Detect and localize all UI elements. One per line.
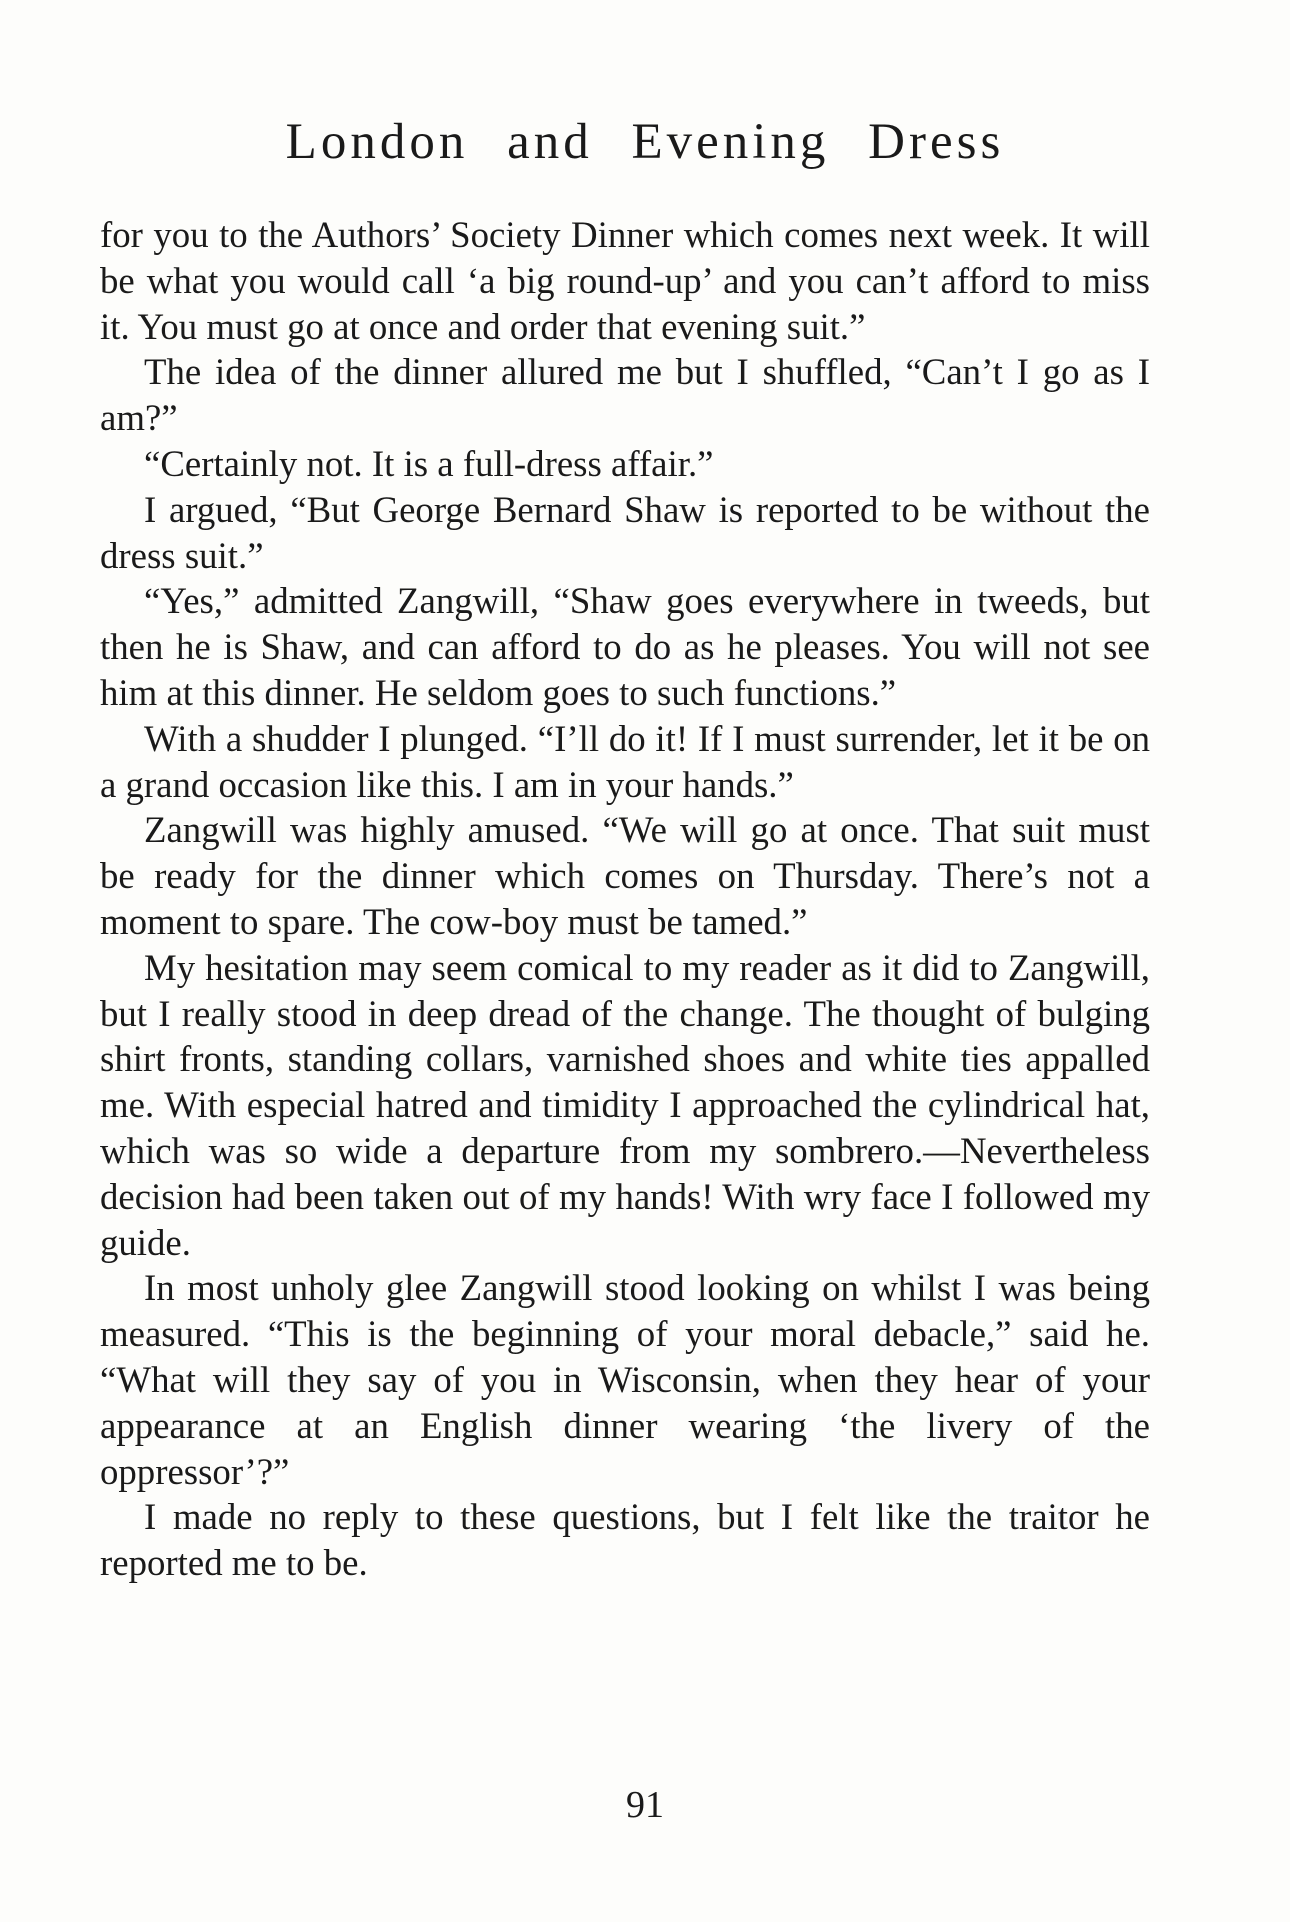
paragraph: “Certainly not. It is a full-dress affair.” — [144, 442, 714, 484]
body-text — [100, 212, 1150, 1586]
paragraph: “Yes,” admitted Zangwill, “Shaw goes everywhere in tweeds, but then he is Shaw, and can afford to do as he pleases. You will not see him at this dinner. He seldom goes to such functions.” — [100, 580, 1150, 713]
paragraph: I made no reply to these questions, but I felt like the traitor he reported me to be. — [100, 1496, 1150, 1584]
paragraph: In most unholy glee Zangwill stood looking on whilst I was being measured. “This is the beginning of your moral debacle,” said he. “What will they say of you in Wisconsin, when they hear of your appearance at an English dinner wearing ‘the livery of the oppressor’?” — [100, 1267, 1150, 1492]
page-number: 91 — [626, 1784, 664, 1826]
paragraph: My hesitation may seem comical to my reader as it did to Zangwill, but I really stood in deep dread of the change. The thought of bulging shirt fronts, standing collars, varnished shoes and white ties appalled me. With especial hatred and timidity I approached the cylindrical hat, which was so wide a departure from my sombrero.—Nevertheless decision had been taken out of my hands! With wry face I followed my guide. — [100, 946, 1150, 1263]
running-head: London and Evening Dress — [285, 114, 1005, 170]
paragraph-continued: for you to the Authors’ Society Dinner which comes next week. It will be what you would call ‘a big round-up’ and you can’t afford to miss it. You must go at once and order that evening suit.” — [100, 214, 1150, 347]
paragraph: I argued, “But George Bernard Shaw is reported to be without the dress suit.” — [100, 488, 1150, 576]
paragraph: Zangwill was highly amused. “We will go at once. That suit must be ready for the dinner which comes on Thursday. There’s not a moment to spare. The cow-boy must be tamed.” — [100, 809, 1150, 942]
paragraph: The idea of the dinner allured me but I shuffled, “Can’t I go as I am?” — [100, 351, 1150, 439]
paragraph: With a shudder I plunged. “I’ll do it! If I must surrender, let it be on a grand occasion like this. I am in your hands.” — [100, 717, 1150, 805]
